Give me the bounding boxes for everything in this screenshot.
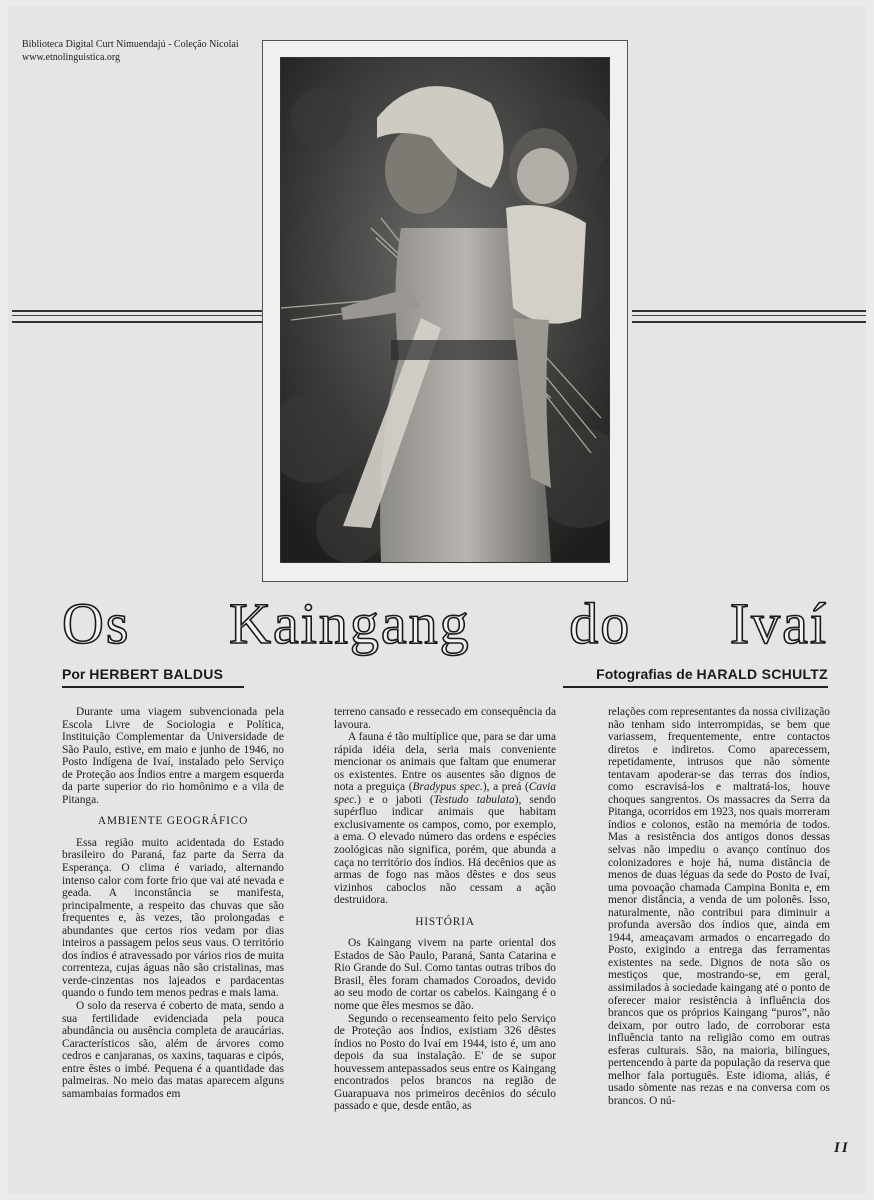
species-name: Cavia spec.	[334, 781, 556, 806]
text-column-3	[608, 706, 830, 1108]
text-run: A fauna é tão multíplice que, para se dar uma rápida idéia dela, seria mais conveniente mencionar os animais que faltam que enumerar os existentes. Entre os ausentes são dignos de nota a preguiça (	[334, 731, 556, 794]
decorative-rule-right	[632, 310, 866, 323]
paragraph: Os Kaingang vivem na parte oriental dos Estados de São Paulo, Paraná, Santa Catarina e Rio Grande do Sul. Como tantas outras tribos do Brasil, êles foram chamados Coroados, devido ao seu modo de cortar os cabelos. Kaingang é o nome que êles mesmos se dão.	[334, 937, 556, 1013]
article-title: Os Kaingang do Ivaí	[62, 591, 828, 656]
photographer-prefix: Fotografias de	[596, 666, 693, 682]
text-column-2	[334, 706, 556, 1113]
watermark	[22, 38, 239, 64]
section-heading-ambiente: AMBIENTE GEOGRÁFICO	[97, 815, 249, 828]
paragraph: O solo da reserva é coberto de mata, sendo a sua fertilidade evidenciada pela pouca abundância ou ausência completa de araucárias. Característicos são, além de árvores como cedros e canjaranas, os xaxins, taquaras e cipós, entre êstes o imbé. Pequena é a quantidade das palmeiras. No meio das matas aparecem alguns samambaias formados em	[62, 1000, 284, 1100]
watermark-line-1: Biblioteca Digital Curt Nimuendajú - Coleção Nicolai	[22, 39, 239, 50]
species-name: Bradypus spec.	[412, 781, 483, 794]
author-byline	[62, 666, 244, 688]
photograph-woman-with-child	[280, 57, 610, 563]
paragraph-fauna	[334, 731, 556, 907]
page-number: II	[834, 1140, 850, 1156]
author-name: HERBERT BALDUS	[89, 666, 224, 682]
paragraph: relações com representantes da nossa civilização não tenham sido interrompidas, se bem que variassem, frequentemente, entre contactos diretos e indiretos. Como aparecessem, repetidamente, intrusos que não sòmente tentavam apoderar-se das terras dos índios, como escravisá-los e maltratá-los, houve choques sangrentos. Os massacres da Serra da Pitanga, ocorridos em 1923, nos quais morreram índios e colonos, estão na memória de todos. Mas a resistência dos antigos donos dessas selvas não impediu o avanço contínuo dos colonizadores e hoje há, numa distância de menos de duas léguas da sede do Posto de Ivaí, uma povoação chamada Campina Bonita e, em menor distância, a venda de um polonês. Isso, naturalmente, não contribui para diminuir a profunda aversão dos índios que, ainda em 1944, ameaçavam armados o encarregado do Posto, exigindo a entrega das ferramentas existentes na sede. Dignos de nota são os mestiços que, mostrando-se, em geral, assimilados à sociedade kaingang até o ponto de oferecer maior resistência à influência dos brancos que os próprios Kaingang “puros”, não deixam, por outro lado, de corroborar esta influência tanto na religião como em outras esferas culturais. São, na maioria, bilíngues, pertencendo à parte da população da reserva que melhor fala português. Este idioma, aliás, é usado sòmente nas rezas e na conversa com os brancos. O nú-	[608, 706, 830, 1107]
decorative-rule-left	[12, 310, 262, 323]
text-column-1	[62, 706, 284, 1100]
paragraph: terreno cansado e ressecado em consequência da lavoura.	[334, 706, 556, 731]
photographer-byline	[563, 666, 828, 688]
photographer-name: HARALD SCHULTZ	[696, 666, 828, 682]
species-name: Testudo tabulata	[433, 793, 515, 806]
intro-paragraph: Durante uma viagem subvencionada pela Escola Livre de Sociologia e Política, Instituição Complementar da Universidade de São Paulo, estive, em maio e junho de 1946, no Posto Indígena de Ivaí, instalado pelo Serviço de Proteção aos Índios entre a margem esquerda da parte superior do rio homônimo e a vila de Pitanga.	[62, 706, 284, 806]
paragraph: Segundo o recenseamento feito pelo Serviço de Proteção aos Índios, existiam 326 dêstes índios no Posto do Ivaí em 1944, isto é, um ano depois da sua instalação. E' de se supor houvessem antepassados seus entre os Kaingang encontrados pelos brancos na região de Guarapuava nos primeiros decênios do século passado e que, desde então, as	[334, 1012, 556, 1113]
paragraph: Essa região muito acidentada do Estado brasileiro do Paraná, faz parte da Serra da Esperança. O clima é variado, alternando intenso calor com forte frio que vai até nevada e geada. A inconstância se manifesta, principalmente, a respeito das chuvas que são frequentes e, às vezes, tão prolongadas e abundantes que certos rios vedam por dias inteiros a passagem pelos seus vaus. O território dos índios é atravessado por vários rios de muita correnteza, cujas águas não são cristalinas, mas verde-cinzentas nos lajeados e pardacentas quando o fundo tem menos pedras e mais lama.	[62, 836, 284, 1000]
text-run: ), sendo supérfluo indicar animais que habitam exclusivamente os campos, como, por exemplo, a ema. O elevado número das ordens e espécies zoológicas não significa, porém, que abunda a caça no território dos índios. Há decênios que as armas de fogo nas mãos dêstes e dos seus vizinhos caboclos não cessam a ação destruidora.	[334, 793, 556, 907]
text-run: ), a preá (	[482, 781, 529, 794]
section-heading-historia: HISTÓRIA	[415, 915, 475, 928]
author-prefix: Por	[62, 666, 86, 682]
watermark-line-2: www.etnolinguistica.org	[22, 52, 121, 63]
text-run: ) e o jaboti (	[357, 793, 434, 806]
